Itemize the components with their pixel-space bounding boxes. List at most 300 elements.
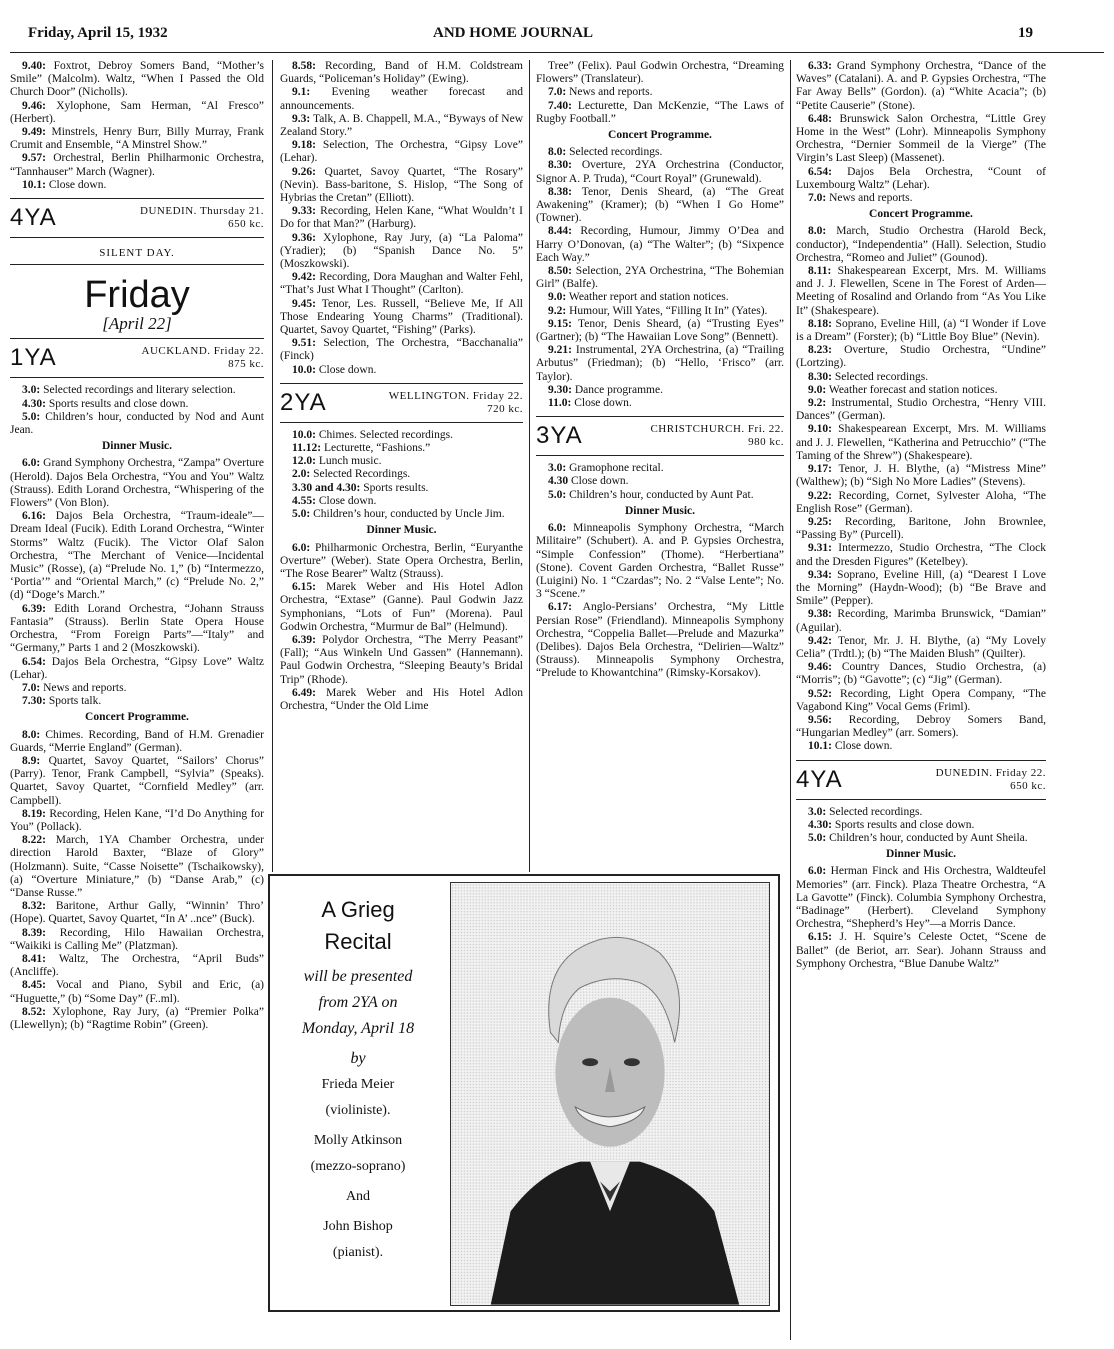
program-description: Overture, Studio Orchestra, “Undine” (Lortzing). [796,344,1046,370]
program-time: 10.1: [22,178,46,191]
program-entry [280,429,523,442]
program-description: Dajos Bela Orchestra, “Gipsy Love” Waltz (Lehar). [10,655,264,681]
program-entry [280,634,523,687]
program-description: Evening weather forecast and announcements. [280,86,523,112]
program-entry [796,397,1046,423]
program-entry [10,60,264,100]
program-time: 9.57: [22,152,46,165]
program-description: Quartet, Savoy Quartet, “The Rosary” (Nevin). Bass-baritone, S. Hislop, “The Song of Hybrias the Cretan” (Elliott). [280,165,523,205]
program-description: Recording, Band of H.M. Coldstream Guards, “Policeman’s Holiday” (Ewing). [280,60,523,86]
program-time: 9.30: [548,383,572,396]
program-entry [796,832,1046,845]
program-time: 8.30: [548,159,572,172]
program-description: Selected recordings. [566,146,663,159]
program-time: 11.0: [548,397,572,410]
program-time: 8.0: [22,728,41,741]
program-entry [536,318,784,344]
program-time: 8.11: [808,265,832,278]
program-description: Sports results and close down. [45,397,189,410]
program-description: Baritone, Arthur Gally, “Winnin’ Thro’ (Hope). Quartet, Savoy Quartet, “In A’ ..nce” (Buck). [10,900,264,926]
program-time: 6.49: [292,686,316,699]
program-time: 9.26: [292,165,316,178]
station-frequency: 650 kc. [1010,779,1046,792]
program-entry [536,186,784,226]
program-entry [10,695,264,708]
program-time: 3.0: [808,805,827,818]
station-frequency: 980 kc. [748,436,784,449]
column-4 [796,60,1046,1340]
grieg-portrait-photo [450,882,770,1306]
program-description: Herman Finck and His Orchestra, Waldteufel Memories” (arr. Finck). Plaza Theatre Orchestra, “A La Gavotte” (Finck). Columbia Symphony Orchestra, “Badinage” (Herbert). Cleveland Symphony Orchestra, “Shepherd’s Hey”—a Morris Dance. [796,865,1046,931]
program-description: Children’s hour, conducted by Aunt Sheila. [826,831,1028,844]
program-time: 8.39: [22,926,46,939]
program-time: 9.52: [808,687,832,700]
column-1 [10,60,264,1340]
program-time: 7.0: [22,681,41,694]
program-entry [280,166,523,206]
program-time: 9.0: [808,383,827,396]
column-2 [280,60,523,872]
program-description: Selected recordings. [831,370,929,383]
program-time: 9.45: [292,297,316,310]
program-time: 9.3: [292,112,311,125]
program-time: 6.0: [22,457,41,470]
program-time: 8.38: [548,185,572,198]
program-description: Selected recordings. [826,805,923,818]
station-code: 4YA [796,765,843,793]
ad-line3: will be presented [303,968,413,985]
program-time: 9.33: [292,205,316,218]
program-entry [10,834,264,900]
program-entry [280,364,523,377]
program-time: 9.18: [292,139,316,152]
program-entry [536,522,784,601]
program-list [796,60,1046,205]
program-description: Country Dances, Studio Orchestra, (a) “Morris”; (b) “Gavotte”; (c) “Jig” (German). [796,661,1046,687]
program-description: Lecturette, Dan McKenzie, “The Laws of Rugby Football.” [536,99,784,125]
station-city: CHRISTCHURCH. Fri. 22. [650,423,784,436]
program-entry [536,86,784,99]
program-time: 8.0: [548,146,567,159]
program-description: Tenor, Les. Russell, “Believe Me, If All Those Endearing Young Charms” (Traditional). Quartet, Savoy Quartet, “Fishing” (Parks). [280,297,523,337]
program-entry [280,495,523,508]
program-entry [536,159,784,185]
program-description: Instrumental, Studio Orchestra, “Henry VIII. Dances” (German). [796,397,1046,423]
program-description: Selection, The Orchestra, “Bacchanalia” (Finck) [280,337,523,363]
ad-performer-3-role: (pianist). [332,1245,384,1260]
program-description: Marek Weber and His Hotel Adlon Orchestra, “Extase” (Ganne). Paul Godwin Jazz Symphonians, “Lots of Fun” (Morena). Paul Godwin Orchestra, “Murmur de Bal” (Helmund). [280,581,523,633]
program-description: Sports results and close down. [831,818,975,831]
program-time: 9.10: [808,423,832,436]
program-entry [796,463,1046,489]
program-time: 9.1: [292,86,311,99]
program-entry [536,265,784,291]
program-time: 6.0: [808,865,827,878]
program-description: Weather forecast and station notices. [826,383,998,396]
program-description: Humour, Will Yates, “Filling It In” (Yates). [566,304,768,317]
section-heading: Dinner Music. [885,848,957,861]
program-description: Chimes. Selected recordings. [315,428,453,441]
station-4ya-thursday [10,198,264,238]
program-description: Marek Weber and His Hotel Adlon Orchestra, “Under the Old Lime [280,686,523,712]
program-time: 9.46: [808,661,832,674]
program-time: 9.22: [808,489,832,502]
ad-title-line2: Recital [324,929,392,954]
program-time: 10.0: [292,428,316,441]
station-info [872,767,1046,793]
program-entry [280,455,523,468]
program-time: 6.15: [292,581,316,594]
program-description: Anglo-Persians’ Orchestra, “My Little Persian Rose” (Friendland). Minneapolis Symphony Orchestra, “Coppelia Ballet—Prelude and Mazurka” (Delibes). Dajos Bela Orchestra, “Delirien—Waltz” (Strauss). Minneapolis Symphony Orchestra, “Prelude to Khowantchina” (Rimsky-Korsakov). [536,601,784,680]
program-description: Xylophone, Ray Jury, (a) “Premier Polka” (Llewellyn); (b) “Ragtime Robin” (Green). [10,1005,264,1031]
header-title: AND HOME JOURNAL [433,25,593,41]
program-entry [280,298,523,338]
program-entry [536,344,784,384]
program-time: 8.41: [22,952,46,965]
program-entry [10,900,264,926]
program-entry [796,371,1046,384]
program-description: Recording, Dora Maughan and Walter Fehl, “That’s Just What I Thought” (Carlton). [280,271,523,297]
program-entry [796,423,1046,463]
program-description: Shakespearean Excerpt, Mrs. M. Williams and J. J. Flewellen, Scene in The Forest of Arden—Meeting of Rosalind and Orlando from “As You Like It” (Shakespeare). [796,265,1046,317]
program-list [10,384,264,437]
program-time: 9.46: [22,99,46,112]
program-time: 5.0: [292,508,311,521]
program-entry [796,384,1046,397]
program-description: Xylophone, Ray Jury, (a) “La Paloma” (Yradier); (b) “Spanish Dance No. 5” (Moszkowski). [280,231,523,271]
program-time: 8.23: [808,344,832,357]
program-time: 10.0: [292,363,316,376]
program-time: 8.32: [22,900,46,913]
program-entry [536,475,784,488]
program-time: 6.48: [808,112,832,125]
station-info [356,390,523,416]
program-entry [536,100,784,126]
program-list [10,457,264,708]
program-description: Recording, Baritone, John Brownlee, “Passing By” (Purcell). [796,515,1046,542]
program-time: 9.21: [548,344,572,357]
program-list [796,806,1046,846]
program-time: 9.38: [808,608,832,621]
header-rule [10,52,1104,53]
program-entry [10,1006,264,1032]
section-heading: Concert Programme. [85,711,189,724]
program-time: 5.0: [548,488,567,501]
program-entry [536,462,784,475]
program-entry [796,635,1046,661]
program-entry [796,931,1046,971]
program-entry [280,271,523,297]
program-description: Polydor Orchestra, “The Merry Peasant” (Fall); “Aus Winkeln Und Gassen” (Hannemann). Paul Godwin Orchestra, “Sleeping Beauty’s Bridal Trip” (Rhode). [280,633,523,686]
program-description: Close down. [831,740,893,753]
program-time: 9.2: [808,397,827,410]
page-header [28,25,1088,51]
date-heading: [April 22] [102,314,172,334]
program-time: 4.30: [808,818,832,831]
program-description: Tree” (Felix). Paul Godwin Orchestra, “Dreaming Flowers” (Translateur). [536,60,784,86]
program-time: 9.56: [808,713,832,726]
program-entry [796,661,1046,687]
program-list [10,60,264,192]
program-entry [796,714,1046,740]
program-entry [10,384,264,397]
program-entry [10,927,264,953]
program-time: 6.54: [808,165,832,178]
program-entry [536,397,784,410]
program-entry [796,192,1046,205]
ad-text [278,894,438,1266]
program-time: 5.0: [808,831,827,844]
program-entry [280,542,523,582]
program-entry [796,265,1046,318]
column-rule-2 [529,60,530,872]
station-1ya [10,338,264,378]
column-rule-1 [272,60,273,872]
program-time: 8.22: [22,834,46,847]
program-entry [280,442,523,455]
program-description: Dance programme. [571,383,663,396]
program-time: 10.1: [808,740,832,753]
ad-line4: from 2YA on [318,994,398,1011]
program-description: Minstrels, Henry Burr, Billy Murray, Frank Crumit and Ensemble, “A Minstrel Show.” [10,126,264,152]
program-time: 9.34: [808,568,832,581]
station-info [86,205,264,231]
program-entry [536,601,784,680]
ad-performer-1: Frieda Meier [321,1077,395,1092]
program-time: 3.0: [548,462,567,475]
program-description: Children’s hour, conducted by Uncle Jim. [310,508,505,521]
ad-performer-3: John Bishop [323,1219,393,1234]
program-description: Selection, 2YA Orchestrina, “The Bohemian Girl” (Balfe). [536,265,784,291]
program-entry [536,291,784,304]
program-description: Overture, 2YA Orchestrina (Conductor, Signor A. P. Truda), “Court Royal” (Grunewald). [536,159,784,185]
ad-performer-1-role: (violiniste). [325,1103,391,1118]
program-description: Dajos Bela Orchestra, “Count of Luxembourg Waltz” (Lehar). [796,165,1046,191]
program-list [10,729,264,1033]
program-entry [796,569,1046,609]
program-description: Talk, A. B. Chappell, M.A., “Byways of New Zealand Story.” [280,112,523,139]
program-description: Children’s hour, conducted by Aunt Pat. [566,488,754,501]
program-entry [280,581,523,634]
program-entry [280,468,523,481]
station-code: 4YA [10,204,57,232]
program-description: Selected recordings and literary selection. [40,384,236,397]
program-time: 6.39: [292,633,316,646]
program-time: 3.0: [22,384,41,397]
program-time: 9.49: [22,126,46,139]
program-entry [10,656,264,682]
program-entry [796,806,1046,819]
station-code: 3YA [536,422,583,450]
station-code: 1YA [10,344,57,372]
program-list [796,225,1046,753]
program-list [796,865,1046,971]
program-time: 12.0: [292,455,316,468]
program-entry [280,337,523,363]
station-info [86,345,264,371]
program-time: 8.18: [808,317,832,330]
program-description: Dajos Bela Orchestra, “Traum-ideale”—Dream Ideal (Fucik). Edith Lorand Orchestra, “Winter Storms” Waltz (Fucik). The Victor Olaf Salon Orchestra, “The Merchant of Venice—Incidental Music” (Rosse), (a) “Prelude No. 1,” (b) “Intermezzo, ‘Portia’” and “Oriental March,” (c) “Prelude No. 2,” (d) “Doge’s March.” [10,510,264,602]
program-entry [536,384,784,397]
program-description: Waltz, The Orchestra, “April Buds” (Ancliffe). [10,952,264,979]
station-frequency: 875 kc. [228,358,264,371]
program-description: Edith Lorand Orchestra, “Johann Strauss Fantasia” (Strauss). Berlin State Opera House Orchestra, “From Foreign Parts”—“Italy” and “Germany,” Parts 1 and 2 (Moszkowski). [10,602,264,655]
program-list [280,542,523,714]
section-heading: Dinner Music. [366,524,437,537]
program-description: Soprano, Eveline Hill, (a) “Dearest I Love the Morning” (Haydn-Wood); (b) “Be Brave and Smile” (Pepper). [796,568,1046,608]
station-2ya [280,383,523,423]
program-entry [796,688,1046,714]
section-heading: Concert Programme. [608,129,712,142]
program-description: News and reports. [40,681,127,694]
ad-and: And [345,1189,371,1204]
program-description: Close down. [568,475,629,488]
program-description: Recording, Cornet, Sylvester Aloha, “The English Rose” (German). [796,489,1046,515]
program-time: 5.0: [22,410,41,423]
program-entry [10,457,264,510]
ad-performer-2-role: (mezzo-soprano) [310,1159,406,1174]
program-entry [796,166,1046,192]
section-heading: Dinner Music. [624,504,696,517]
program-entry [280,113,523,139]
station-city: DUNEDIN. Friday 22. [935,766,1046,779]
program-description: Close down. [571,397,632,410]
program-entry [796,865,1046,931]
program-entry [280,60,523,86]
program-entry [536,225,784,265]
program-description: March, Studio Orchestra (Harold Beck, conductor), “Independentia” (Hall). Selection, Studio Orchestra, “Romeo and Juliet” (Gounod). [796,225,1046,264]
program-entry [280,687,523,713]
program-time: 9.36: [292,231,316,244]
program-entry [10,979,264,1005]
program-description: Vocal and Piano, Sybil and Eric, (a) “Huguette,” (b) “Some Day” (F..ml). [10,979,264,1005]
program-entry [796,819,1046,832]
program-description: Recording, Humour, Jimmy O’Dea and Harry O’Donovan, (a) “The Walter”; (b) “Sixpence Each Way.” [536,225,784,264]
program-time: 7.40: [548,99,572,112]
program-description: J. H. Squire’s Celeste Octet, “Scene de Ballet” (de Beriot, arr. Sear). Johann Strauss and Symphony Orchestra, “Blue Danube Waltz” [796,931,1046,970]
program-time: 8.45: [22,979,46,992]
station-city: AUCKLAND. Friday 22. [141,345,264,358]
day-heading: Friday [84,274,190,317]
program-list [280,60,523,377]
program-entry [10,126,264,152]
program-entry [796,113,1046,166]
program-time: 8.30: [808,370,832,383]
program-description: Philharmonic Orchestra, Berlin, “Euryanthe Overture” (Weber). State Opera Orchestra, Berlin, “The Rose Bearer” Waltz (Strauss). [280,541,523,580]
program-description: Children’s hour, conducted by Nod and Aunt Jean. [10,410,264,437]
program-description: Recording, Helen Kane, “I’d Do Anything for You” (Pollack). [10,807,264,833]
program-description: Selection, The Orchestra, “Gipsy Love” (Lehar). [280,139,523,165]
program-description: March, 1YA Chamber Orchestra, under direction Harold Baxter, “Blaze of Glory” (Holzmann). Suite, “Casse Noisette” (Tschaikowsky), (a) “Overture Miniature,” (b) “Danse Arab,” (c) “Danse Russe.” [10,834,264,899]
program-entry [280,139,523,165]
program-description: News and reports. [566,86,653,99]
ad-title-line1: A Grieg [321,897,395,922]
program-description: Lunch music. [315,455,382,468]
station-city: WELLINGTON. Friday 22. [388,389,523,402]
program-time: 8.44: [548,225,572,238]
ad-performer-2: Molly Atkinson [313,1133,403,1148]
program-entry [796,225,1046,265]
program-description: Tenor, Denis Sheard, (a) “The Great Awakening” (Kramer); (b) “When I Go Home” (Towner). [536,185,784,225]
program-list [536,462,784,502]
program-description: News and reports. [826,192,913,205]
program-time: 8.52: [22,1005,46,1018]
program-time: 6.54: [22,655,46,668]
program-description: Tenor, J. H. Blythe, (a) “Mistress Mine” (Walthew); (b) “Sigh No More Ladies” (Stevens). [796,463,1046,489]
program-description: Grand Symphony Orchestra, “Dance of the Waves” (Catalani). A. and P. Gypsies Orchestra, “The Far Away Bells” (Gordon). (a) “White Acacia”; (b) “Petite Causerie” (Stone). [796,60,1046,112]
program-description: Chimes. Recording, Band of H.M. Grenadier Guards, “Merrie England” (German). [10,728,264,754]
program-entry [280,86,523,112]
program-entry [536,305,784,318]
section-heading: Dinner Music. [101,440,173,453]
program-time: 9.0: [548,291,567,304]
station-frequency: 720 kc. [487,402,523,415]
station-code: 2YA [280,388,327,416]
program-description: Shakespearean Excerpt, Mrs. M. Williams and J. J. Flewellen, “Katherina and Petrucchio” (“The Taming of the Shrew”) (Shakespeare). [796,423,1046,462]
program-time: 6.0: [548,522,567,535]
program-entry [280,205,523,231]
program-time: 8.50: [548,265,572,278]
grieg-recital-ad [268,874,780,1312]
program-entry [536,60,784,86]
program-time: 9.51: [292,337,316,350]
program-description: Recording, Hilo Hawaiian Orchestra, “Waikiki is Calling Me” (Platzman). [10,926,264,952]
program-time: 8.9: [22,754,41,767]
station-frequency: 650 kc. [228,218,264,231]
program-entry [10,808,264,834]
header-page-number: 19 [1018,25,1033,41]
ad-line6: by [350,1050,366,1067]
program-entry [10,100,264,126]
program-time: 11.12: [292,442,322,455]
column-rule-3 [790,60,791,1340]
program-time: 6.15: [808,931,832,944]
program-description: Recording, Marimba Brunswick, “Damian” (Aguilar). [796,608,1046,634]
program-description: Weather report and station notices. [566,291,729,304]
program-time: 9.17: [808,463,832,476]
program-list [536,60,784,126]
program-entry [796,740,1046,753]
program-entry [796,60,1046,113]
program-entry [536,489,784,502]
program-time: 2.0: [292,468,311,481]
program-entry [796,490,1046,516]
program-time: 8.0: [808,225,827,238]
program-description: Xylophone, Sam Herman, “Al Fresco” (Herbert). [10,99,264,125]
program-entry [10,510,264,602]
program-description: Instrumental, 2YA Orchestrina, (a) “Trailing Arbutus” (Friedman); (b) “Hello, ‘Frisco” (arr. Taylor). [536,344,784,383]
station-4ya-friday [796,760,1046,800]
program-list [536,522,784,680]
program-description: Recording, Helen Kane, “What Wouldn’t I Do for that Man?” (Harburg). [280,205,523,231]
program-time: 6.33: [808,60,832,72]
program-entry [796,608,1046,634]
program-entry [10,755,264,808]
program-description: Brunswick Salon Orchestra, “Little Grey Home in the West” (Lohr). Minneapolis Symphony Orchestra, “Dernier Sommeil de la Vierge” (The Virgin’s Last Sleep) (Massenet). [796,112,1046,165]
program-entry [10,152,264,178]
program-entry [10,953,264,979]
program-time: 7.30: [22,695,46,708]
program-entry [280,232,523,272]
program-entry [796,516,1046,542]
program-entry [10,179,264,192]
program-time: 9.15: [548,317,572,330]
program-time: 9.31: [808,542,832,555]
program-time: 3.30 and 4.30: [292,481,361,494]
program-entry [10,682,264,695]
program-time: 4.30: [22,397,46,410]
program-description: Quartet, Savoy Quartet, “Sailors’ Chorus” (Parry). Tenor, Frank Campbell, “Sylvia” (Speaks). Quartet, Savoy Quartet, “Cornfield Medley” (arr. Campbell). [10,754,264,807]
